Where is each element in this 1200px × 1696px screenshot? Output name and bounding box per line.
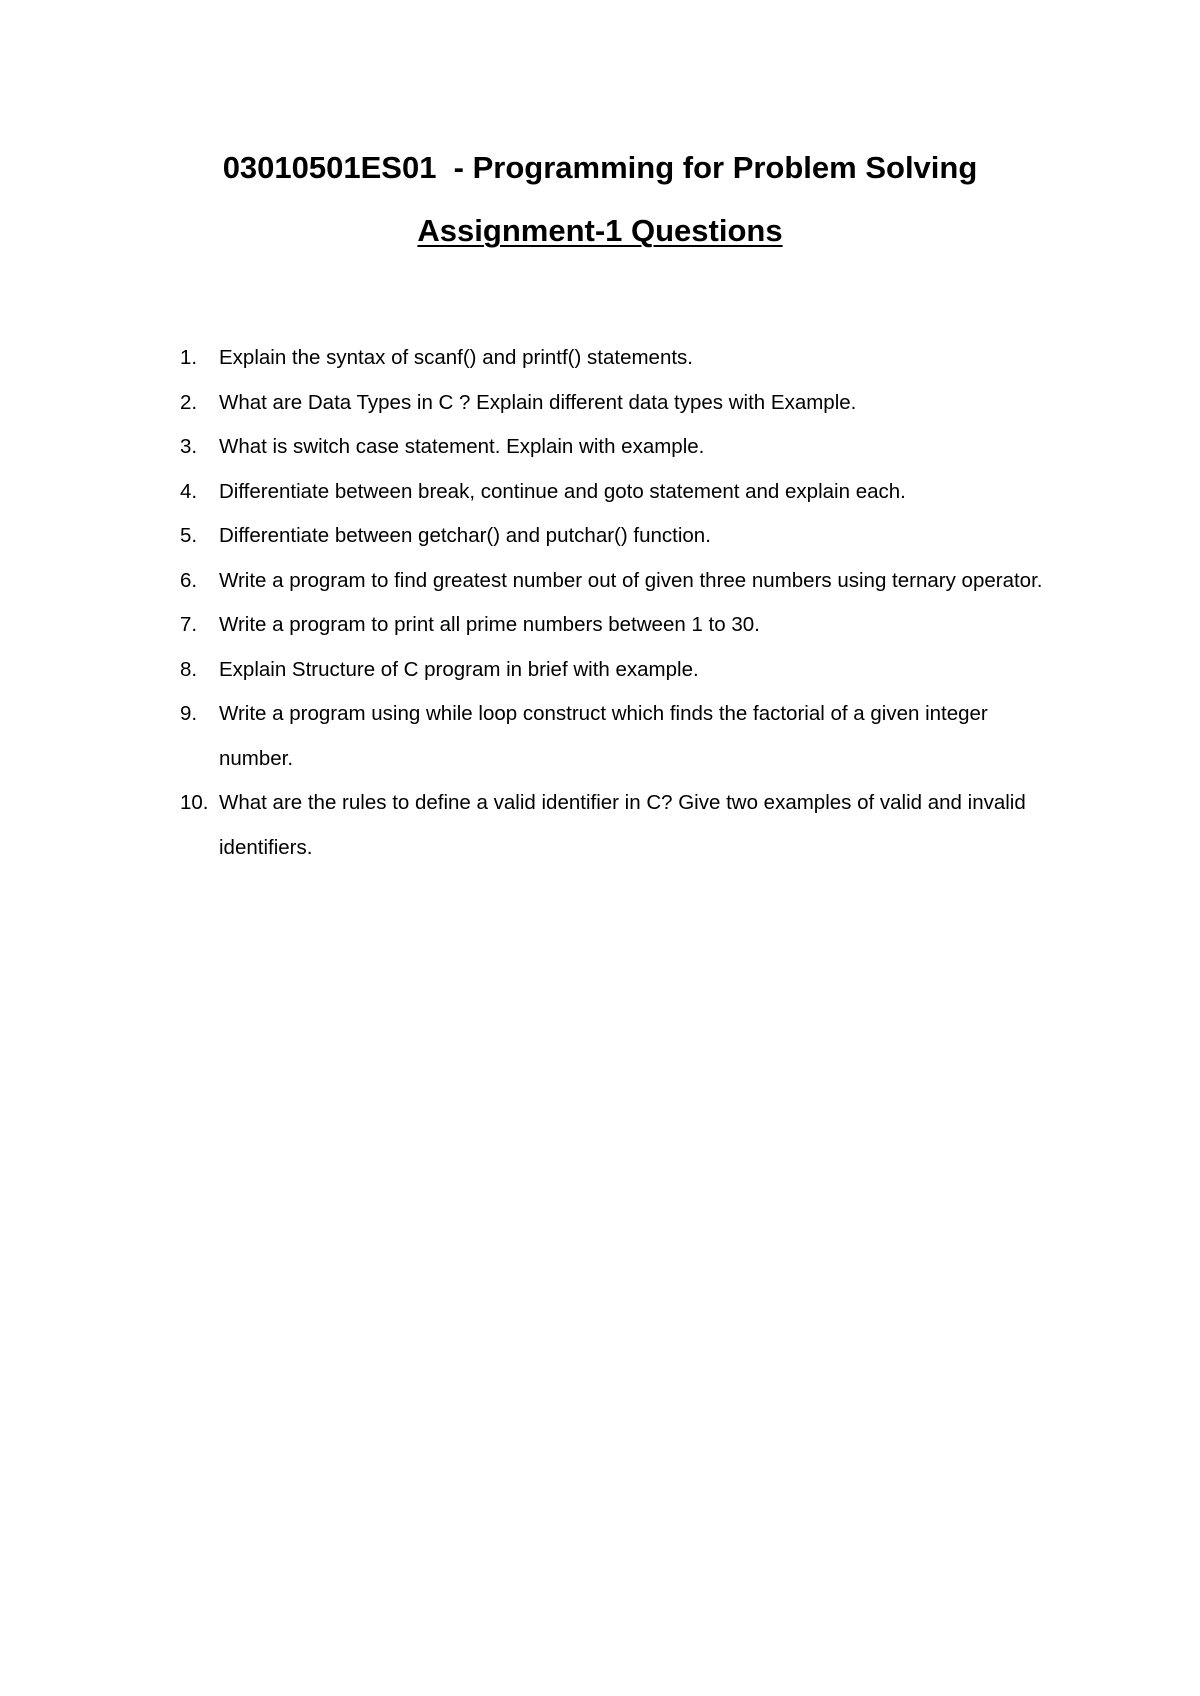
question-number: 7.: [180, 613, 198, 636]
question-number: 3.: [180, 435, 198, 458]
question-item: [180, 603, 1050, 648]
question-text: Write a program using while loop construct which finds the factorial of a given integer number.: [219, 702, 988, 770]
course-title: 03010501ES01 - Programming for Problem Solving: [222, 150, 978, 185]
question-item: [180, 781, 1050, 870]
question-number: 10.: [180, 791, 209, 814]
question-number: 5.: [180, 524, 198, 547]
question-text: Differentiate between getchar() and putchar() function.: [219, 524, 711, 547]
question-text: Explain Structure of C program in brief with example.: [219, 657, 699, 681]
question-number: 1.: [180, 346, 198, 369]
question-number: 2.: [180, 390, 198, 414]
question-number: 9.: [180, 702, 198, 725]
question-item: [180, 470, 1050, 515]
question-item: [180, 559, 1050, 604]
question-item: [180, 381, 1050, 426]
question-number: 8.: [180, 657, 198, 681]
question-list: [180, 336, 1050, 870]
question-item: [180, 692, 1050, 781]
question-text: What are the rules to define a valid identifier in C? Give two examples of valid and invalid identifiers.: [219, 791, 1026, 859]
assignment-title: Assignment-1 Questions: [417, 213, 783, 248]
question-text: What is switch case statement. Explain with example.: [219, 435, 705, 458]
question-item: [180, 336, 1050, 381]
question-number: 6.: [180, 568, 198, 592]
question-number: 4.: [180, 479, 198, 503]
question-item: [180, 648, 1050, 693]
question-text: What are Data Types in C ? Explain different data types with Example.: [219, 390, 857, 414]
question-text: Explain the syntax of scanf() and printf() statements.: [219, 346, 693, 369]
question-text: Write a program to print all prime numbers between 1 to 30.: [219, 613, 760, 636]
question-item: [180, 514, 1050, 559]
question-text: Differentiate between break, continue and goto statement and explain each.: [219, 479, 906, 503]
question-text: Write a program to find greatest number out of given three numbers using ternary operator.: [219, 568, 1043, 592]
question-item: [180, 425, 1050, 470]
